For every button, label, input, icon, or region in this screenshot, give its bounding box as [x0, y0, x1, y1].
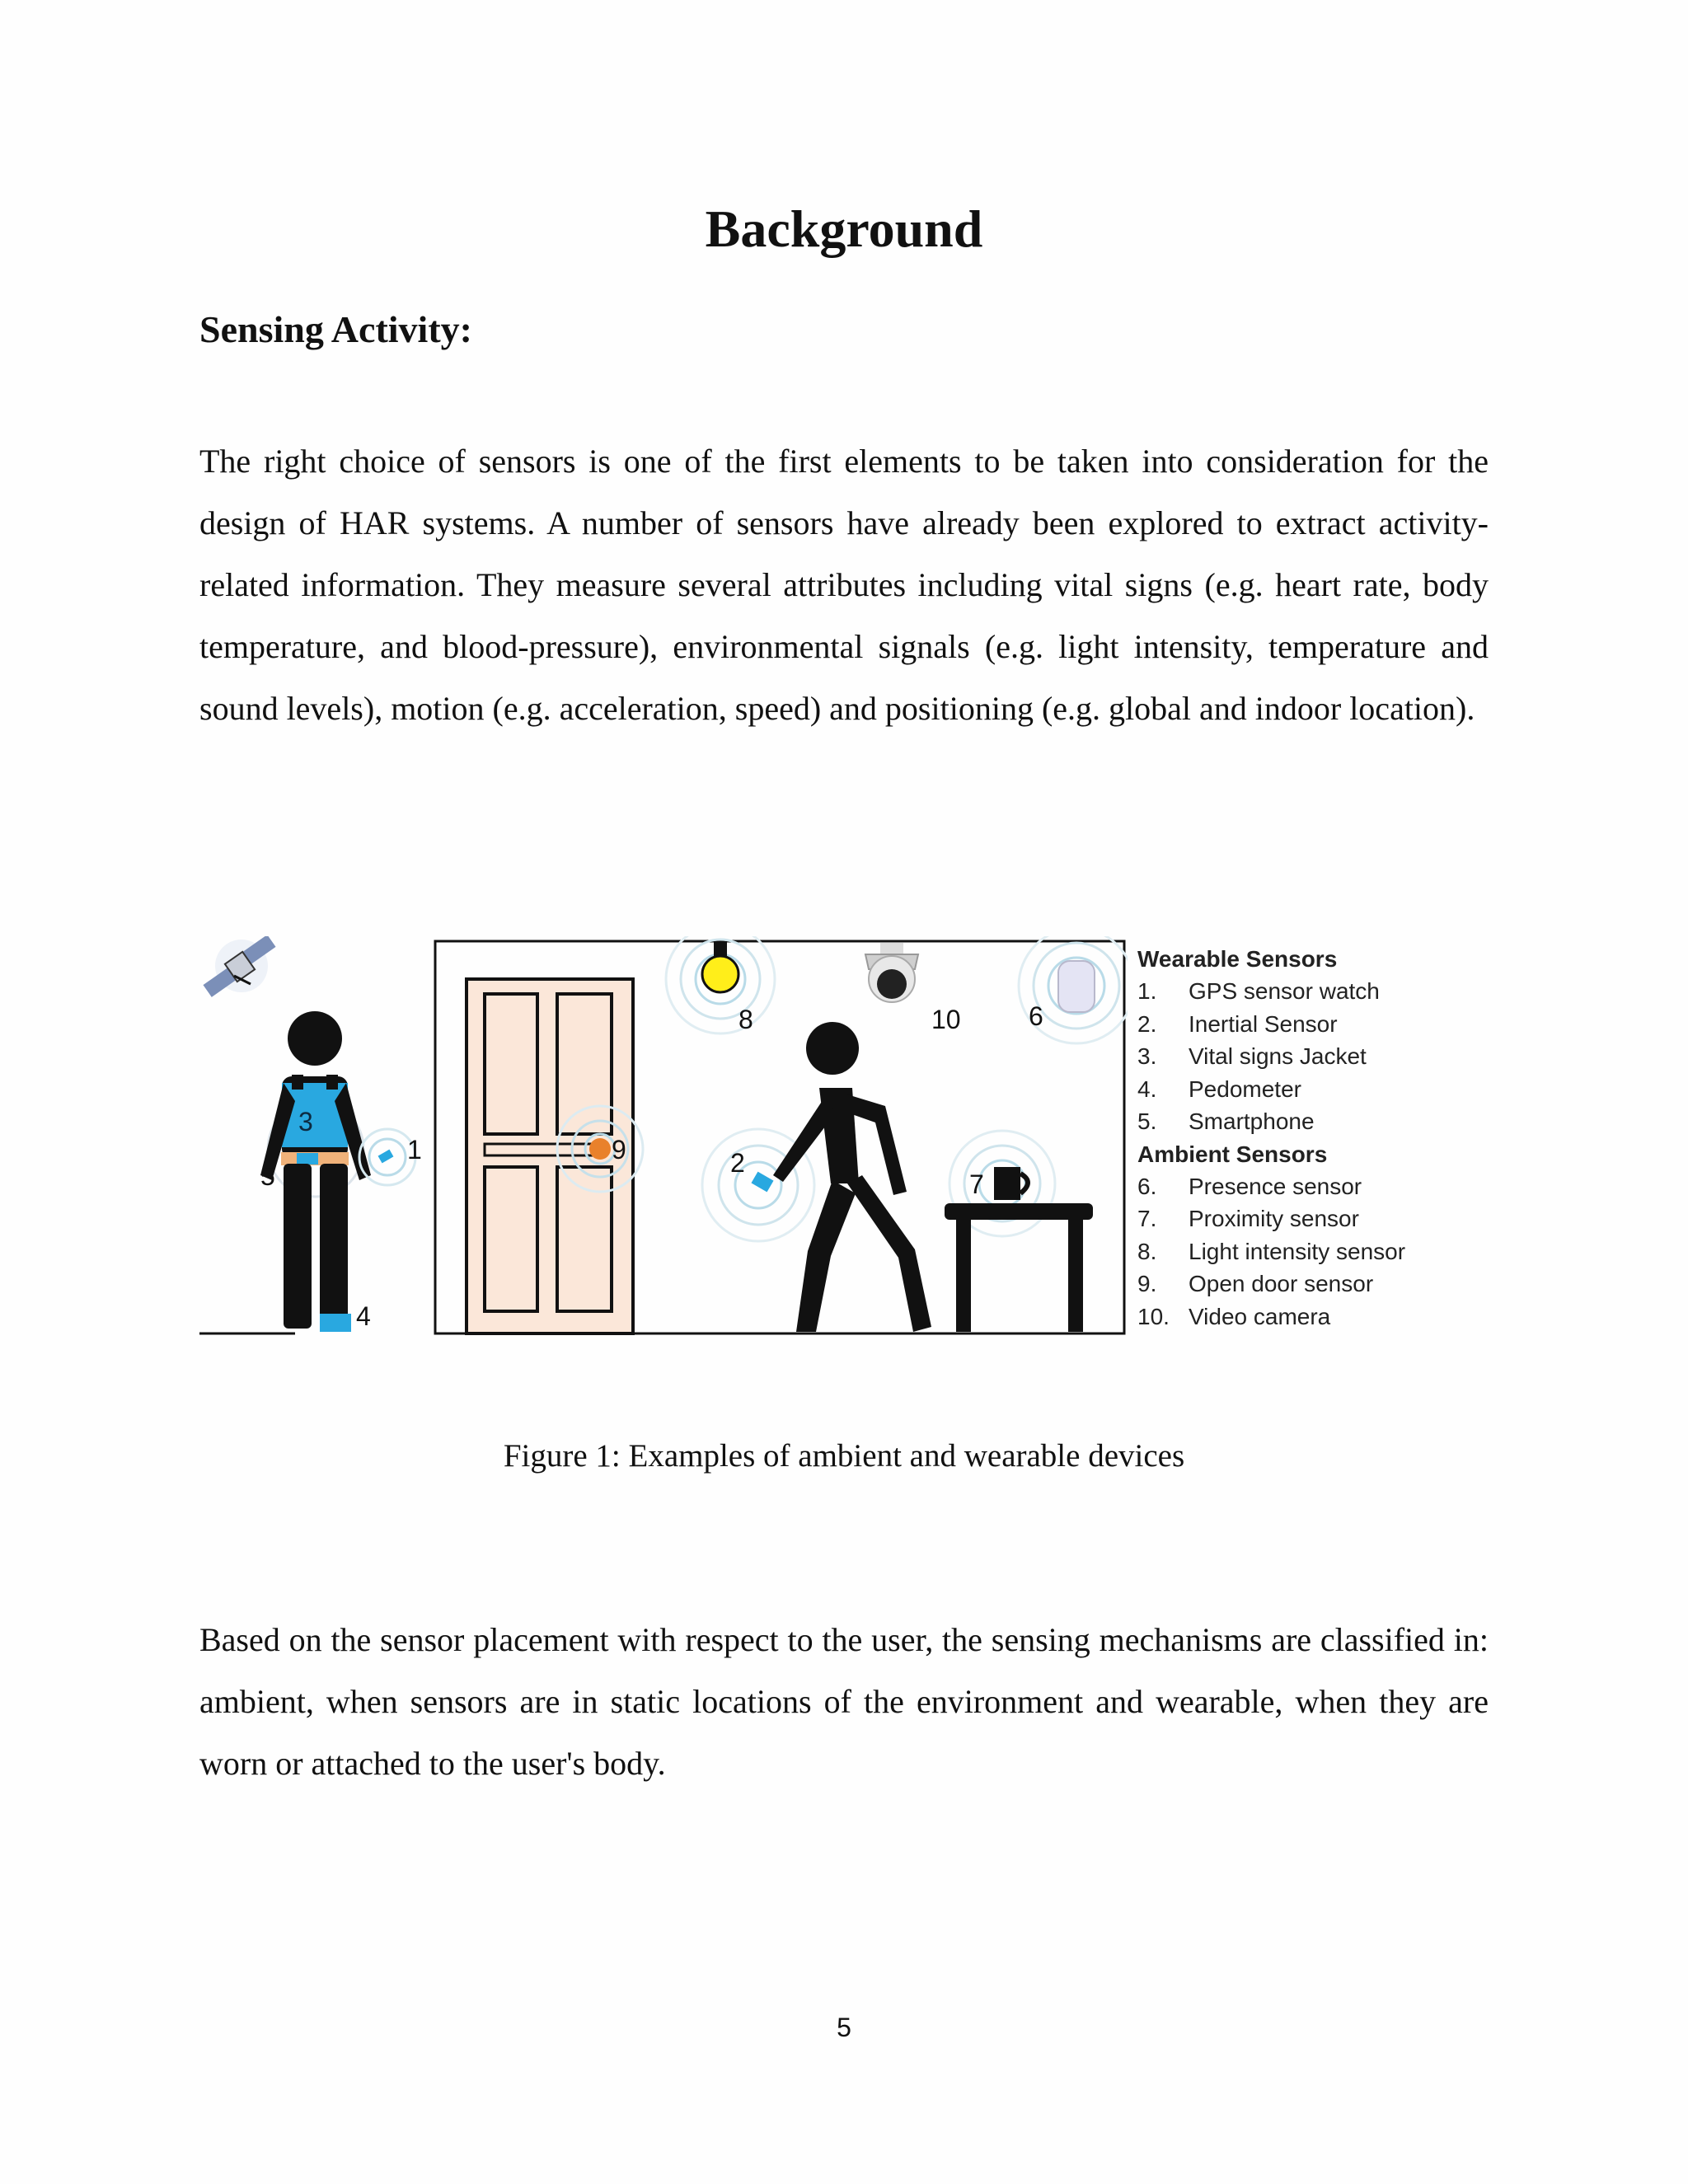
figure-caption: Figure 1: Examples of ambient and wearable devices — [503, 1438, 1185, 1474]
video-camera-icon — [865, 943, 961, 1034]
label-4: 4 — [356, 1301, 371, 1331]
table-mug-icon — [945, 1131, 1093, 1332]
label-2: 2 — [730, 1148, 745, 1178]
label-9: 9 — [612, 1135, 626, 1165]
satellite-icon — [203, 936, 275, 997]
door-icon — [467, 979, 643, 1333]
legend-item: 2. Inertial Sensor — [1137, 1010, 1338, 1037]
standing-person-icon — [260, 1011, 422, 1332]
sensor-legend — [1137, 943, 1484, 1333]
light-bulb-icon — [666, 936, 775, 1034]
page-number: 5 — [837, 2013, 851, 2042]
presence-sensor-icon — [1019, 936, 1128, 1043]
legend-item: 3. Vital signs Jacket — [1137, 1043, 1367, 1069]
sensor-illustration — [196, 936, 1128, 1340]
paragraph-sensors: The right choice of sensors is one of the first elements to be taken into consideration for the design of HAR systems. A number of sensors have already been explored to extract activity-related information. They measure several attributes including vital signs (e.g. heart rate, body temperature, and blood-pressure), environmental signals (e.g. light intensity, temperature and sound levels), motion (e.g. acceleration, speed) and positioning (e.g. global and indoor location). — [199, 443, 1489, 727]
legend-item: 10. Video camera — [1137, 1303, 1331, 1329]
legend-item: 4. Pedometer — [1137, 1076, 1301, 1102]
walking-person-icon — [702, 1022, 931, 1332]
label-1: 1 — [407, 1135, 422, 1165]
label-5: 5 — [260, 1161, 275, 1191]
legend-ambient-title: Ambient Sensors — [1137, 1141, 1328, 1167]
page-heading: Background — [705, 199, 983, 258]
legend-item: 5. Smartphone — [1137, 1108, 1315, 1134]
label-10: 10 — [931, 1005, 961, 1034]
section-subheading: Sensing Activity: — [199, 308, 472, 350]
label-8: 8 — [738, 1005, 753, 1034]
legend-wearable-title: Wearable Sensors — [1137, 946, 1338, 972]
legend-item: 6. Presence sensor — [1137, 1173, 1362, 1199]
paragraph-classification: Based on the sensor placement with respect to the user, the sensing mechanisms are classified in: ambient, when sensors are in static locations of the environment and wearable, when they are worn or attached to the user's body. — [199, 1621, 1489, 1782]
legend-item: 7. Proximity sensor — [1137, 1206, 1359, 1231]
label-3: 3 — [298, 1107, 313, 1137]
label-6: 6 — [1029, 1001, 1043, 1031]
legend-item: 1. GPS sensor watch — [1137, 978, 1380, 1004]
legend-item: 9. Open door sensor — [1137, 1271, 1374, 1296]
label-7: 7 — [969, 1169, 984, 1199]
legend-item: 8. Light intensity sensor — [1137, 1238, 1406, 1264]
